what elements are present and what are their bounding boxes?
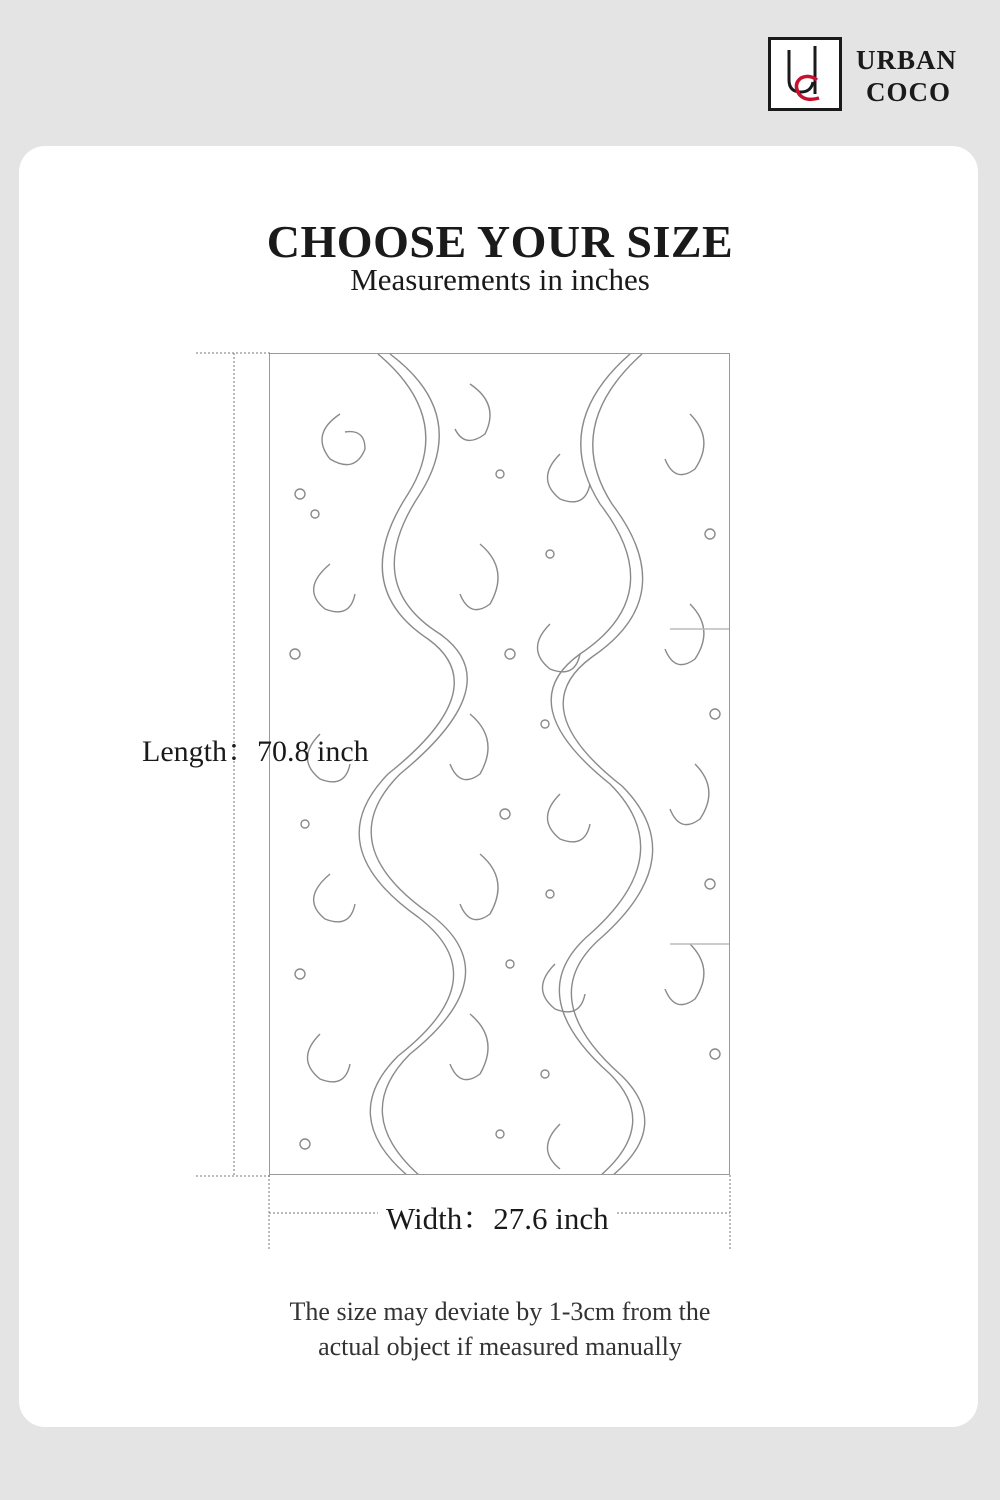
length-label-text: Length：	[142, 735, 257, 768]
brand-name-line1: URBAN	[856, 45, 958, 75]
monogram-icon	[768, 37, 842, 111]
page-subtitle: Measurements in inches	[350, 262, 650, 297]
length-label	[142, 726, 369, 770]
size-deviation-note	[0, 1294, 1000, 1364]
width-label-text: Width：	[386, 1201, 494, 1236]
length-value: 70.8 inch	[256, 735, 369, 768]
width-label	[378, 1193, 617, 1238]
page-title: CHOOSE YOUR SIZE	[266, 216, 734, 267]
note-line-1: The size may deviate by 1-3cm from the	[289, 1297, 711, 1326]
note-line-2: actual object if measured manually	[318, 1332, 682, 1361]
width-value: 27.6 inch	[493, 1201, 609, 1236]
brand-logo	[768, 37, 973, 115]
brand-name-line2: COCO	[866, 77, 951, 107]
